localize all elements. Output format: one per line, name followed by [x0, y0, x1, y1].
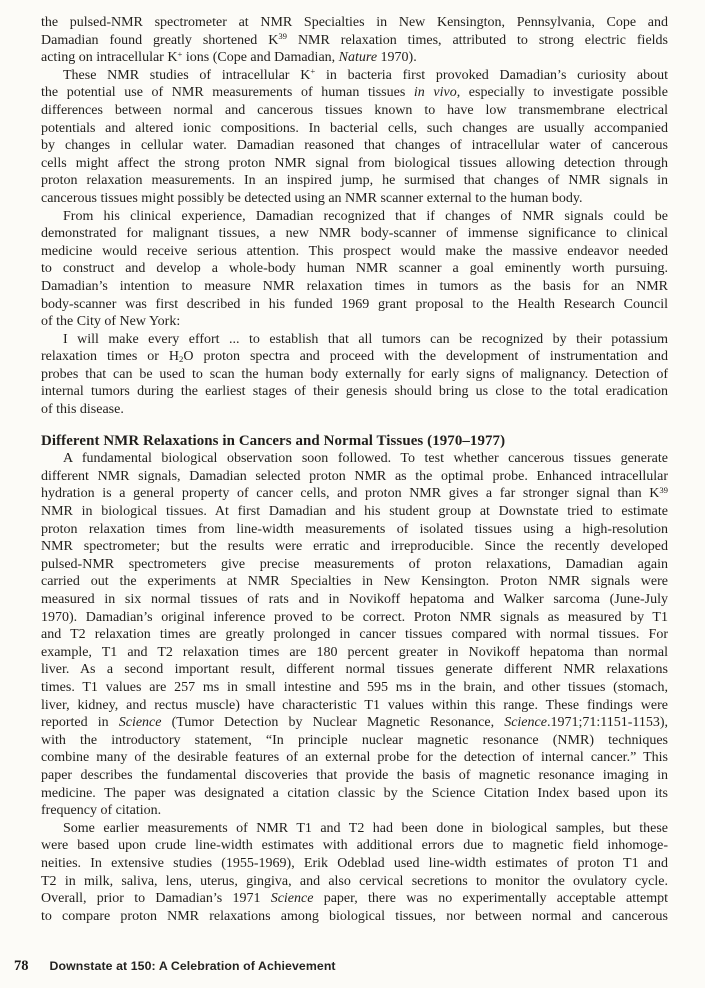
text-line: acting on intracellular K+ ions (Cope and Damadian, Nature 1970). [41, 48, 417, 66]
page-body [41, 14, 668, 925]
text-line: different NMR signals, Damadian selected proton NMR as the optimal probe. Enhanced intracellular [41, 468, 668, 484]
text-line: probes that can be used to scan the human body externally for early signs of malignancy. Detection of [41, 366, 668, 382]
text-line: carried out the experiments at NMR Specialties in New Kensington. Proton NMR signals were [41, 574, 668, 590]
text-line: proton relaxation times from line-width measurements of isolated tissues using a high-resolution [41, 521, 668, 537]
text-line: to construct and develop a whole-body human NMR scanner a goal eminently worth pursuing. [41, 261, 668, 277]
text-line: potentials and altered ionic compositions. In bacterial cells, such changes are usually accompanied [41, 120, 668, 136]
text-line: with the introductory statement, “In principle nuclear magnetic resonance (NMR) techniques [41, 732, 668, 748]
text-line: demonstrated for malignant tissues, a new NMR body-scanner of immense significance to clinical [41, 226, 668, 242]
text-line: I will make every effort ... to establish that all tumors can be recognized by their potassium [63, 331, 668, 347]
text-line: measured in six normal tissues of rats and in Novikoff hepatoma and Walker sarcoma (June-July [41, 592, 668, 607]
text-line: reported in Science (Tumor Detection by Nuclear Magnetic Resonance, Science.1971;71:1151-1153), [41, 715, 669, 731]
text-line: T2 in milk, saliva, lens, uterus, gingiva, and also cervical secretions to monitor the ovulatory cycle. [41, 873, 668, 889]
text-line: NMR in biological tissues. At first Damadian and his student group at Downstate tried to estimate [41, 504, 668, 520]
text-line: of the City of New York: [41, 314, 181, 330]
text-line: example, T1 and T2 relaxation times are 180 percent greater in Novikoff hepatoma than normal [41, 644, 668, 660]
text-line: medicine. The paper was designated a citation classic by the Science Citation Index based upon its [41, 785, 668, 801]
text-line: times. T1 values are 257 ms in small intestine and 595 ms in the brain, and other tissues (stomach, [41, 679, 668, 695]
text-line: paper describes the fundamental discoveries that provide the basis of magnetic resonance imaging in [41, 767, 668, 783]
text-line: frequency of citation. [41, 803, 162, 819]
opening-paragraph-continuation [41, 14, 668, 67]
text-line: internal tumors during the earliest stages of their genesis should bring us close to the total eradication [41, 384, 668, 400]
text-line: relaxation times or $H_2O$ proton spectra and proceed with the development of instrumentation and [41, 349, 668, 365]
text-line: pulsed-NMR spectrometers give precise measurements of proton relaxations, Damadian again [41, 556, 668, 572]
paragraph-earlier-measurements [41, 820, 668, 926]
text-line: Some earlier measurements of NMR T1 and T2 had been done in biological samples, but these [63, 820, 668, 836]
text-line: differences between normal and cancerous tissues known to have low transmembrane electrical [41, 102, 668, 118]
text-line: cancerous tissues might possibly be detected using an NMR scanner external to the human body. [41, 190, 583, 206]
text-line: body-scanner was first described in his funded 1969 grant proposal to the Health Research Council [41, 296, 668, 312]
text-line: liver, kidney, and rectus muscle) have characteristic T1 values within this range. These findings were [41, 697, 668, 713]
text-line: NMR spectrometer; but the results were erratic and irreproducible. Since the recently developed [41, 539, 668, 555]
text-line: cells might affect the strong proton NMR signal from biological tissues allowing detection through [41, 155, 668, 171]
text-line: A fundamental biological observation soon followed. To test whether cancerous tissues generate [63, 451, 668, 467]
text-line: neities. In extensive studies (1955-1969), Erik Odeblad used line-width estimates of proton T1 and [41, 855, 668, 871]
page-footer [14, 958, 664, 975]
text-line: Damadian found greatly shortened $K^{39}$ NMR relaxation times, attributed to strong electric fields [41, 31, 669, 48]
paragraph-clinical-experience [41, 208, 668, 331]
paragraph-nmr-studies [41, 67, 668, 208]
text-line: Overall, prior to Damadian’s 1971 Science paper, there was no experimentally acceptable attempt [41, 891, 668, 907]
text-line: medicine would receive serious attention. This prospect would make the massive endeavor needed [41, 243, 668, 259]
text-line: combine many of the desirable features of an external probe for the detection of internal cancer.” This [41, 750, 668, 766]
text-line: Damadian’s intention to measure NMR relaxation times in tumors as the basis for an NMR [41, 278, 668, 294]
text-line: of this disease. [41, 402, 124, 418]
book-title: Downstate at 150: A Celebration of Achievement [49, 959, 336, 973]
text-line: by changes in cellular water. Damadian reasoned that changes of intracellular water of cancerous [41, 138, 668, 154]
text-line: and T2 relaxation times are greatly prolonged in cancer tissues compared with normal tissues. For [41, 627, 668, 643]
text-line: These NMR studies of intracellular K+ in bacteria first provoked Damadian’s curiosity about [63, 66, 668, 83]
section-heading [41, 433, 668, 451]
text-line: the potential use of NMR measurements of human tissues in vivo, especially to investigate possible [41, 85, 668, 101]
text-line: to compare proton NMR relaxations among biological tissues, nor between normal and cancerous [41, 908, 668, 924]
text-line: liver. As a second important result, different normal tissues generate different NMR relaxations [41, 662, 668, 678]
text-line: 1970). Damadian’s original inference proved to be correct. Proton NMR signals as measured by T1 [41, 609, 668, 625]
section-heading-text: Different NMR Relaxations in Cancers and Normal Tissues (1970–1977) [41, 432, 506, 449]
text-line: hydration is a general property of cancer cells, and proton NMR gives a far stronger signal than $K^{39}$ [41, 485, 668, 502]
grant-proposal-quote [41, 331, 668, 419]
text-line: From his clinical experience, Damadian recognized that if changes of NMR signals could be [63, 208, 668, 224]
paragraph-findings [41, 450, 668, 819]
page-number: 78 [14, 958, 29, 974]
text-line: were based upon crude line-width estimates with additional errors due to magnetic field inhomoge- [41, 838, 668, 854]
text-line: the pulsed-NMR spectrometer at NMR Specialties in New Kensington, Pennsylvania, Cope and [41, 15, 668, 30]
text-line: proton relaxation measurements. In an inspired jump, he surmised that changes of NMR signals in [41, 173, 668, 189]
